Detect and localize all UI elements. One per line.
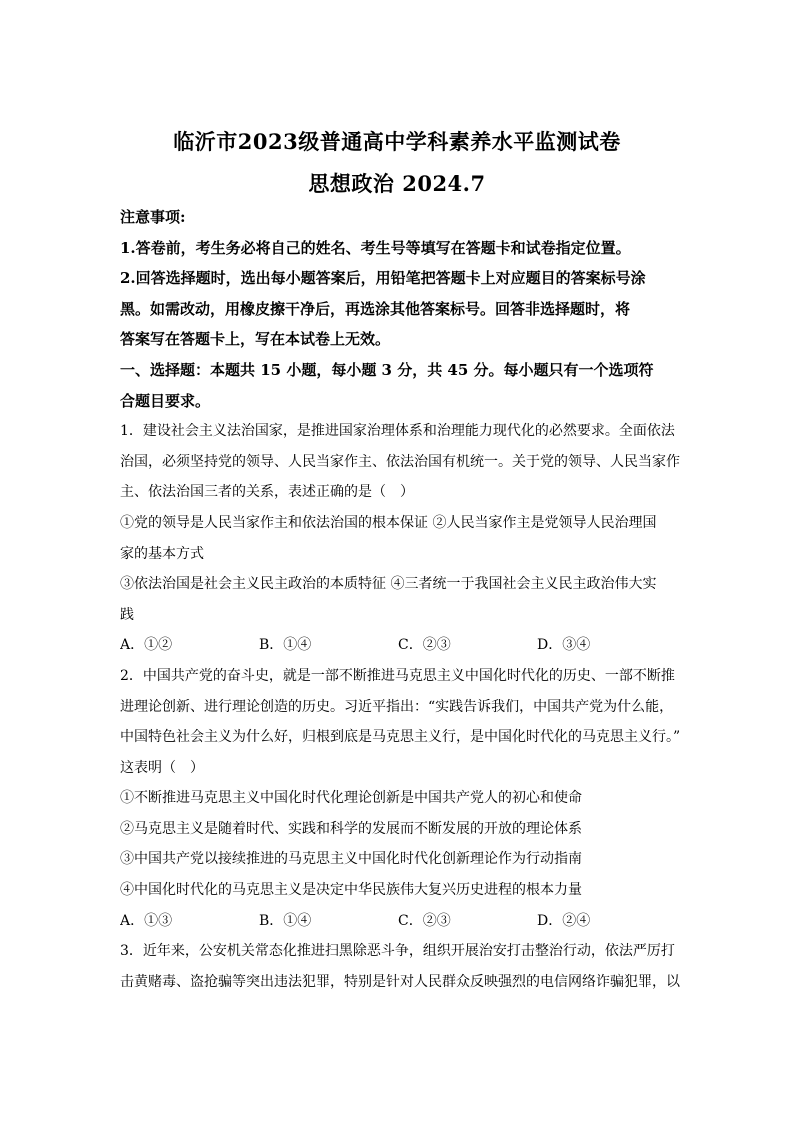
question-2-stem: 2．中国共产党的奋斗史，就是一部不断推进马克思主义中国化时代化的历史、一部不断推 xyxy=(120,667,675,684)
exam-subtitle: 思想政治 2024.7 xyxy=(308,171,486,196)
question-1-stem: 治国，必须坚持党的领导、人民当家作主、依法治国有机统一。关于党的领导、人民当家作 xyxy=(120,453,680,470)
question-1-statement: ③依法治国是社会主义民主政治的本质特征 ④三者统一于我国社会主义民主政治伟大实 xyxy=(120,576,657,593)
notice-line: 1.答卷前，考生务必将自己的姓名、考生号等填写在答题卡和试卷指定位置。 xyxy=(120,238,631,257)
section-heading: 一、选择题：本题共 15 小题，每小题 3 分，共 45 分。每小题只有一个选项符 xyxy=(120,360,654,379)
question-2-statement: ③中国共产党以接续推进的马克思主义中国化时代化创新理论作为行动指南 xyxy=(120,851,582,868)
section-heading: 合题目要求。 xyxy=(120,391,211,410)
option-b: B．①④ xyxy=(259,637,312,654)
option-c: C．②③ xyxy=(398,637,451,654)
question-2-statement: ②马克思主义是随着时代、实践和科学的发展而不断发展的开放的理论体系 xyxy=(120,820,582,837)
question-2-stem: 进理论创新、进行理论创造的历史。习近平指出：“实践告诉我们，中国共产党为什么能， xyxy=(120,698,674,715)
notice-line: 黑。如需改动，用橡皮擦干净后，再选涂其他答案标号。回答非选择题时，将 xyxy=(120,299,631,318)
notice-heading: 注意事项: xyxy=(120,208,186,226)
question-3-stem: 击黄赌毒、盗抢骗等突出违法犯罪，特别是针对人民群众反映强烈的电信网络诈骗犯罪，以 xyxy=(120,973,680,990)
option-a: A．①③ xyxy=(120,912,173,929)
option-c: C．②③ xyxy=(398,912,451,929)
option-d: D．③④ xyxy=(537,637,591,654)
notice-line: 答案写在答题卡上，写在本试卷上无效。 xyxy=(120,330,391,349)
question-1-statement: ①党的领导是人民当家作主和依法治国的根本保证 ②人民当家作主是党领导人民治理国 xyxy=(120,514,657,531)
question-3-stem: 3．近年来，公安机关常态化推进扫黑除恶斗争，组织开展治安打击整治行动，依法严厉打 xyxy=(120,943,675,960)
question-2-stem: 中国特色社会主义为什么好，归根到底是马克思主义行，是中国化时代化的马克思主义行。” xyxy=(120,729,680,746)
notice-line: 2.回答选择题时，选出每小题答案后，用铅笔把答题卡上对应题目的答案标号涂 xyxy=(120,269,646,288)
option-b: B．①④ xyxy=(259,912,312,929)
option-a: A．①② xyxy=(120,637,173,654)
option-d: D．②④ xyxy=(537,912,591,929)
exam-content xyxy=(120,202,680,997)
exam-title: 临沂市2023级普通高中学科素养水平监测试卷 xyxy=(173,129,621,154)
question-1-stem: 1．建设社会主义法治国家，是推进国家治理体系和治理能力现代化的必然要求。全面依法 xyxy=(120,423,675,440)
question-2-options xyxy=(120,906,680,937)
question-2-statement: ①不断推进马克思主义中国化时代化理论创新是中国共产党人的初心和使命 xyxy=(120,790,582,807)
question-1-statement: 家的基本方式 xyxy=(120,545,204,562)
question-1-stem: 主、依法治国三者的关系，表述正确的是（ ） xyxy=(120,484,414,501)
question-1-options xyxy=(120,630,680,661)
question-2-statement: ④中国化时代化的马克思主义是决定中华民族伟大复兴历史进程的根本力量 xyxy=(120,882,582,899)
question-2-stem: 这表明（ ） xyxy=(120,759,204,776)
question-1-statement: 践 xyxy=(120,606,134,623)
